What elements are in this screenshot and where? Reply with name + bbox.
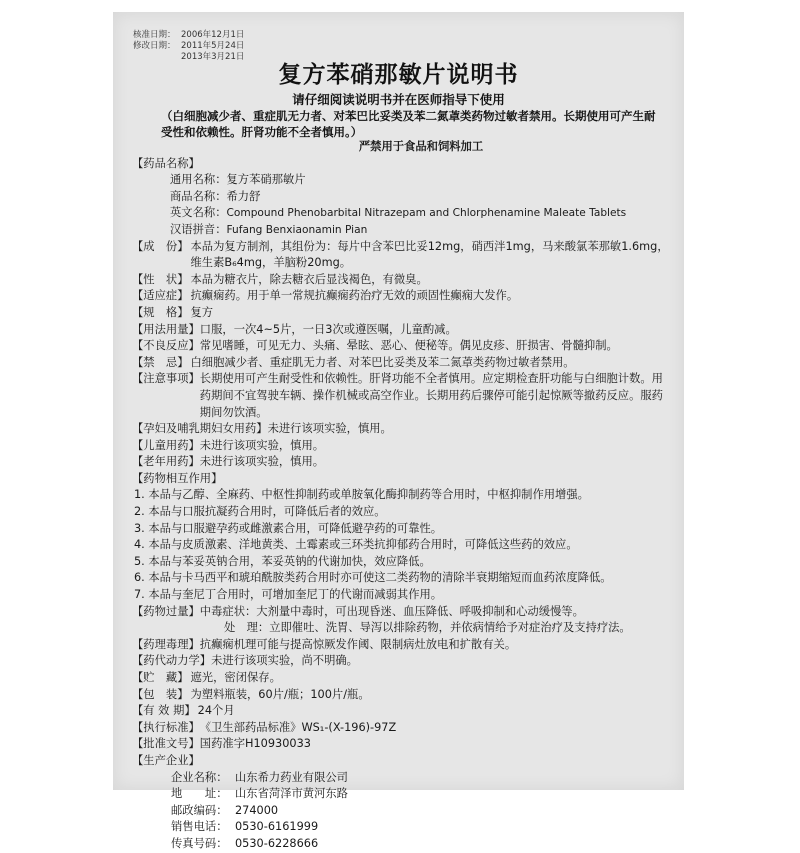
pharmacokinetics-label: 【药代动力学】 (132, 654, 212, 668)
validity-value: 24个月 (197, 704, 235, 718)
ingredients-value: 本品为复方制剂，其组份为：每片中含苯巴比妥12mg，硝西泮1mg，马来酸氯苯那敏1.6mg，维生素B₆4mg，羊脑粉20mg。 (190, 239, 669, 270)
interaction-item: 3. 本品与口服避孕药或雌激素合用，可降低避孕药的可靠性。 (134, 521, 443, 535)
ban-notice: 严禁用于食品和饲料加工 (358, 140, 484, 153)
company-name-label: 企业名称： (171, 770, 228, 784)
overdose-section (132, 604, 670, 621)
interaction-item: 1. 本品与乙醇、全麻药、中枢性抑制药或单胺氧化酶抑制药等合用时，中枢抑制作用增强。 (134, 488, 589, 502)
validity-section (132, 703, 670, 720)
pharmacology-label: 【药理毒理】 (132, 637, 200, 651)
english-name-label: 英文名称： (170, 206, 227, 220)
appearance-label: 【性 状】 (132, 272, 189, 286)
precautions-label: 【注意事项】 (132, 372, 200, 386)
precautions-section (132, 371, 670, 421)
elderly-section (132, 454, 670, 471)
revision-date-row (133, 41, 244, 52)
overdose-treatment-row (132, 620, 670, 637)
pharmacology-value: 抗癫痫机理可能与提高惊厥发作阈、限制病灶放电和扩散有关。 (199, 637, 517, 651)
precautions-value: 长期使用可产生耐受性和依赖性。肝肾功能不全者慎用。应定期检查肝功能与白细胞计数。用药期间不宜驾驶车辆、操作机械或高空作业。长期用药后骤停可能引起惊厥等撤药反应。服药期间勿饮酒。 (199, 372, 663, 419)
document-subtitle: 请仔细阅读说明书并在医师指导下使用 (292, 92, 505, 107)
interactions-header: 【药物相互作用】 (132, 471, 223, 485)
overdose-treatment-label: 处 理： (224, 621, 270, 635)
company-address-label: 地 址： (171, 787, 228, 801)
appearance-value: 本品为糖衣片，除去糖衣后显浅褐色，有微臭。 (190, 272, 428, 286)
leaflet-sheet (113, 12, 684, 850)
indications-label: 【适应症】 (132, 289, 189, 303)
postal-code-row (132, 803, 670, 820)
fax-number-label: 传真号码： (171, 836, 228, 850)
pinyin-name-value: Fufang Benxiaonamin Pian (226, 223, 368, 236)
contraindications-value: 白细胞减少者、重症肌无力者、对苯巴比妥类及苯二氮䓬类药物过敏者禁用。 (190, 355, 575, 369)
adverse-section (132, 338, 670, 355)
dosage-value: 口服，一次4~5片，一日3次或遵医嘱，儿童酌减。 (199, 322, 457, 336)
sales-phone-value: 0530-6161999 (235, 820, 319, 834)
approval-number-label: 【批准文号】 (132, 737, 200, 751)
pinyin-name-row (132, 222, 670, 239)
pinyin-name-label: 汉语拼音： (170, 222, 227, 236)
overdose-symptom: 中毒症状：大剂量中毒时，可出现昏迷、血压降低、呼吸抑制和心动缓慢等。 (199, 604, 584, 618)
package-label: 【包 装】 (132, 687, 189, 701)
pregnancy-section (132, 421, 670, 438)
company-address-value: 山东省菏泽市黄河东路 (235, 787, 348, 801)
dosage-label: 【用法用量】 (132, 322, 200, 336)
overdose-treatment-value: 立即催吐、洗胃、导泻以排除药物，并依病情给予对症治疗及支持疗法。 (269, 621, 631, 635)
interaction-item: 2. 本品与口服抗凝药合用时，可降低后者的效应。 (134, 505, 386, 519)
contraindications-label: 【禁 忌】 (132, 355, 189, 369)
english-name-value: Compound Phenobarbital Nitrazepam and Chlorphenamine Maleate Tablets (226, 207, 627, 220)
revision-date-value-2: 2013年3月21日 (181, 52, 245, 62)
interaction-item: 7. 本品与奎尼丁合用时，可增加奎尼丁的代谢而减弱其作用。 (134, 588, 443, 602)
sales-phone-row (132, 819, 670, 836)
approval-date-row (133, 30, 244, 41)
fax-number-value: 0530-6228666 (235, 836, 319, 850)
trade-name-label: 商品名称： (170, 189, 227, 203)
document-title: 复方苯硝那敏片说明书 (278, 62, 519, 88)
spec-value: 复方 (190, 305, 214, 319)
indications-section (132, 288, 670, 305)
leaflet-body (132, 139, 670, 853)
standard-section (132, 720, 670, 737)
children-label: 【儿童用药】 (132, 438, 200, 452)
overdose-label: 【药物过量】 (132, 604, 200, 618)
fax-number-row (132, 836, 670, 853)
standard-label: 【执行标准】 (132, 720, 200, 734)
common-name-value: 复方苯硝那敏片 (226, 173, 306, 187)
postal-code-value: 274000 (235, 803, 279, 817)
common-name-row (132, 172, 670, 189)
indications-value: 抗癫痫药。用于单一常规抗癫痫药治疗无效的顽固性癫痫大发作。 (190, 289, 519, 303)
company-name-row (132, 770, 670, 787)
pregnancy-value: 未进行该项实验，慎用。 (267, 422, 392, 436)
manufacturer-header: 【生产企业】 (132, 753, 200, 767)
interaction-item: 6. 本品与卡马西平和琥珀酰胺类药合用时亦可使这二类药物的清除半衰期缩短而血药浓度降低。 (134, 571, 612, 585)
validity-label: 【有 效 期】 (132, 704, 196, 718)
ingredients-section (132, 239, 670, 272)
postal-code-label: 邮政编码： (171, 803, 228, 817)
dosage-section (132, 322, 670, 339)
sales-phone-label: 销售电话： (171, 820, 228, 834)
adverse-label: 【不良反应】 (132, 339, 200, 353)
children-value: 未进行该项实验，慎用。 (199, 438, 325, 452)
pharmacology-section (132, 637, 670, 654)
trade-name-value: 希力舒 (226, 189, 261, 203)
pharmacokinetics-value: 未进行该项实验，尚不明确。 (211, 654, 358, 668)
storage-section (132, 670, 670, 687)
pregnancy-label: 【孕妇及哺乳期妇女用药】 (132, 422, 268, 436)
adverse-value: 常见嗜睡，可见无力、头痛、晕眩、恶心、便秘等。偶见皮疹、肝损害、骨髓抑制。 (199, 339, 618, 353)
drug-name-header: 【药品名称】 (132, 156, 200, 170)
children-section (132, 438, 670, 455)
company-name-value: 山东希力药业有限公司 (235, 770, 348, 784)
approval-number-value: 国药准字H10930033 (199, 737, 311, 751)
contraindications-section (132, 355, 670, 372)
pharmacokinetics-section (132, 653, 670, 670)
storage-value: 遮光，密闭保存。 (190, 671, 281, 684)
appearance-section (132, 272, 670, 289)
interaction-item: 4. 本品与皮质激素、洋地黄类、土霉素或三环类抗抑郁药合用时，可降低这些药的效应。 (134, 538, 578, 552)
storage-label: 【贮 藏】 (132, 671, 189, 684)
approval-date-value: 2006年12月1日 (181, 30, 245, 40)
revision-date-value: 2011年5月24日 (181, 41, 245, 51)
elderly-value: 未进行该项实验，慎用。 (199, 455, 325, 469)
standard-value: 《卫生部药品标准》WS₁-(X-196)-97Z (199, 720, 397, 734)
ingredients-label: 【成 份】 (132, 239, 189, 253)
approval-date-label: 核准日期： (133, 30, 176, 40)
company-address-row (132, 786, 670, 803)
package-section (132, 687, 670, 704)
interaction-item: 5. 本品与苯妥英钠合用，苯妥英钠的代谢加快，效应降低。 (134, 554, 431, 568)
boxed-warning: （白细胞减少者、重症肌无力者、对苯巴比妥类及苯二氮䓬类药物过敏者禁用。长期使用可产生耐受性和依赖性。肝肾功能不全者慎用。） (161, 109, 656, 139)
revision-date-label: 修改日期： (133, 41, 176, 51)
package-value: 为塑料瓶装，60片/瓶；100片/瓶。 (190, 687, 370, 701)
spec-label: 【规 格】 (132, 305, 189, 319)
approval-number-section (132, 736, 670, 753)
spec-section (132, 305, 670, 322)
english-name-row (132, 205, 670, 222)
elderly-label: 【老年用药】 (132, 455, 200, 469)
common-name-label: 通用名称： (170, 173, 227, 187)
trade-name-row (132, 189, 670, 206)
